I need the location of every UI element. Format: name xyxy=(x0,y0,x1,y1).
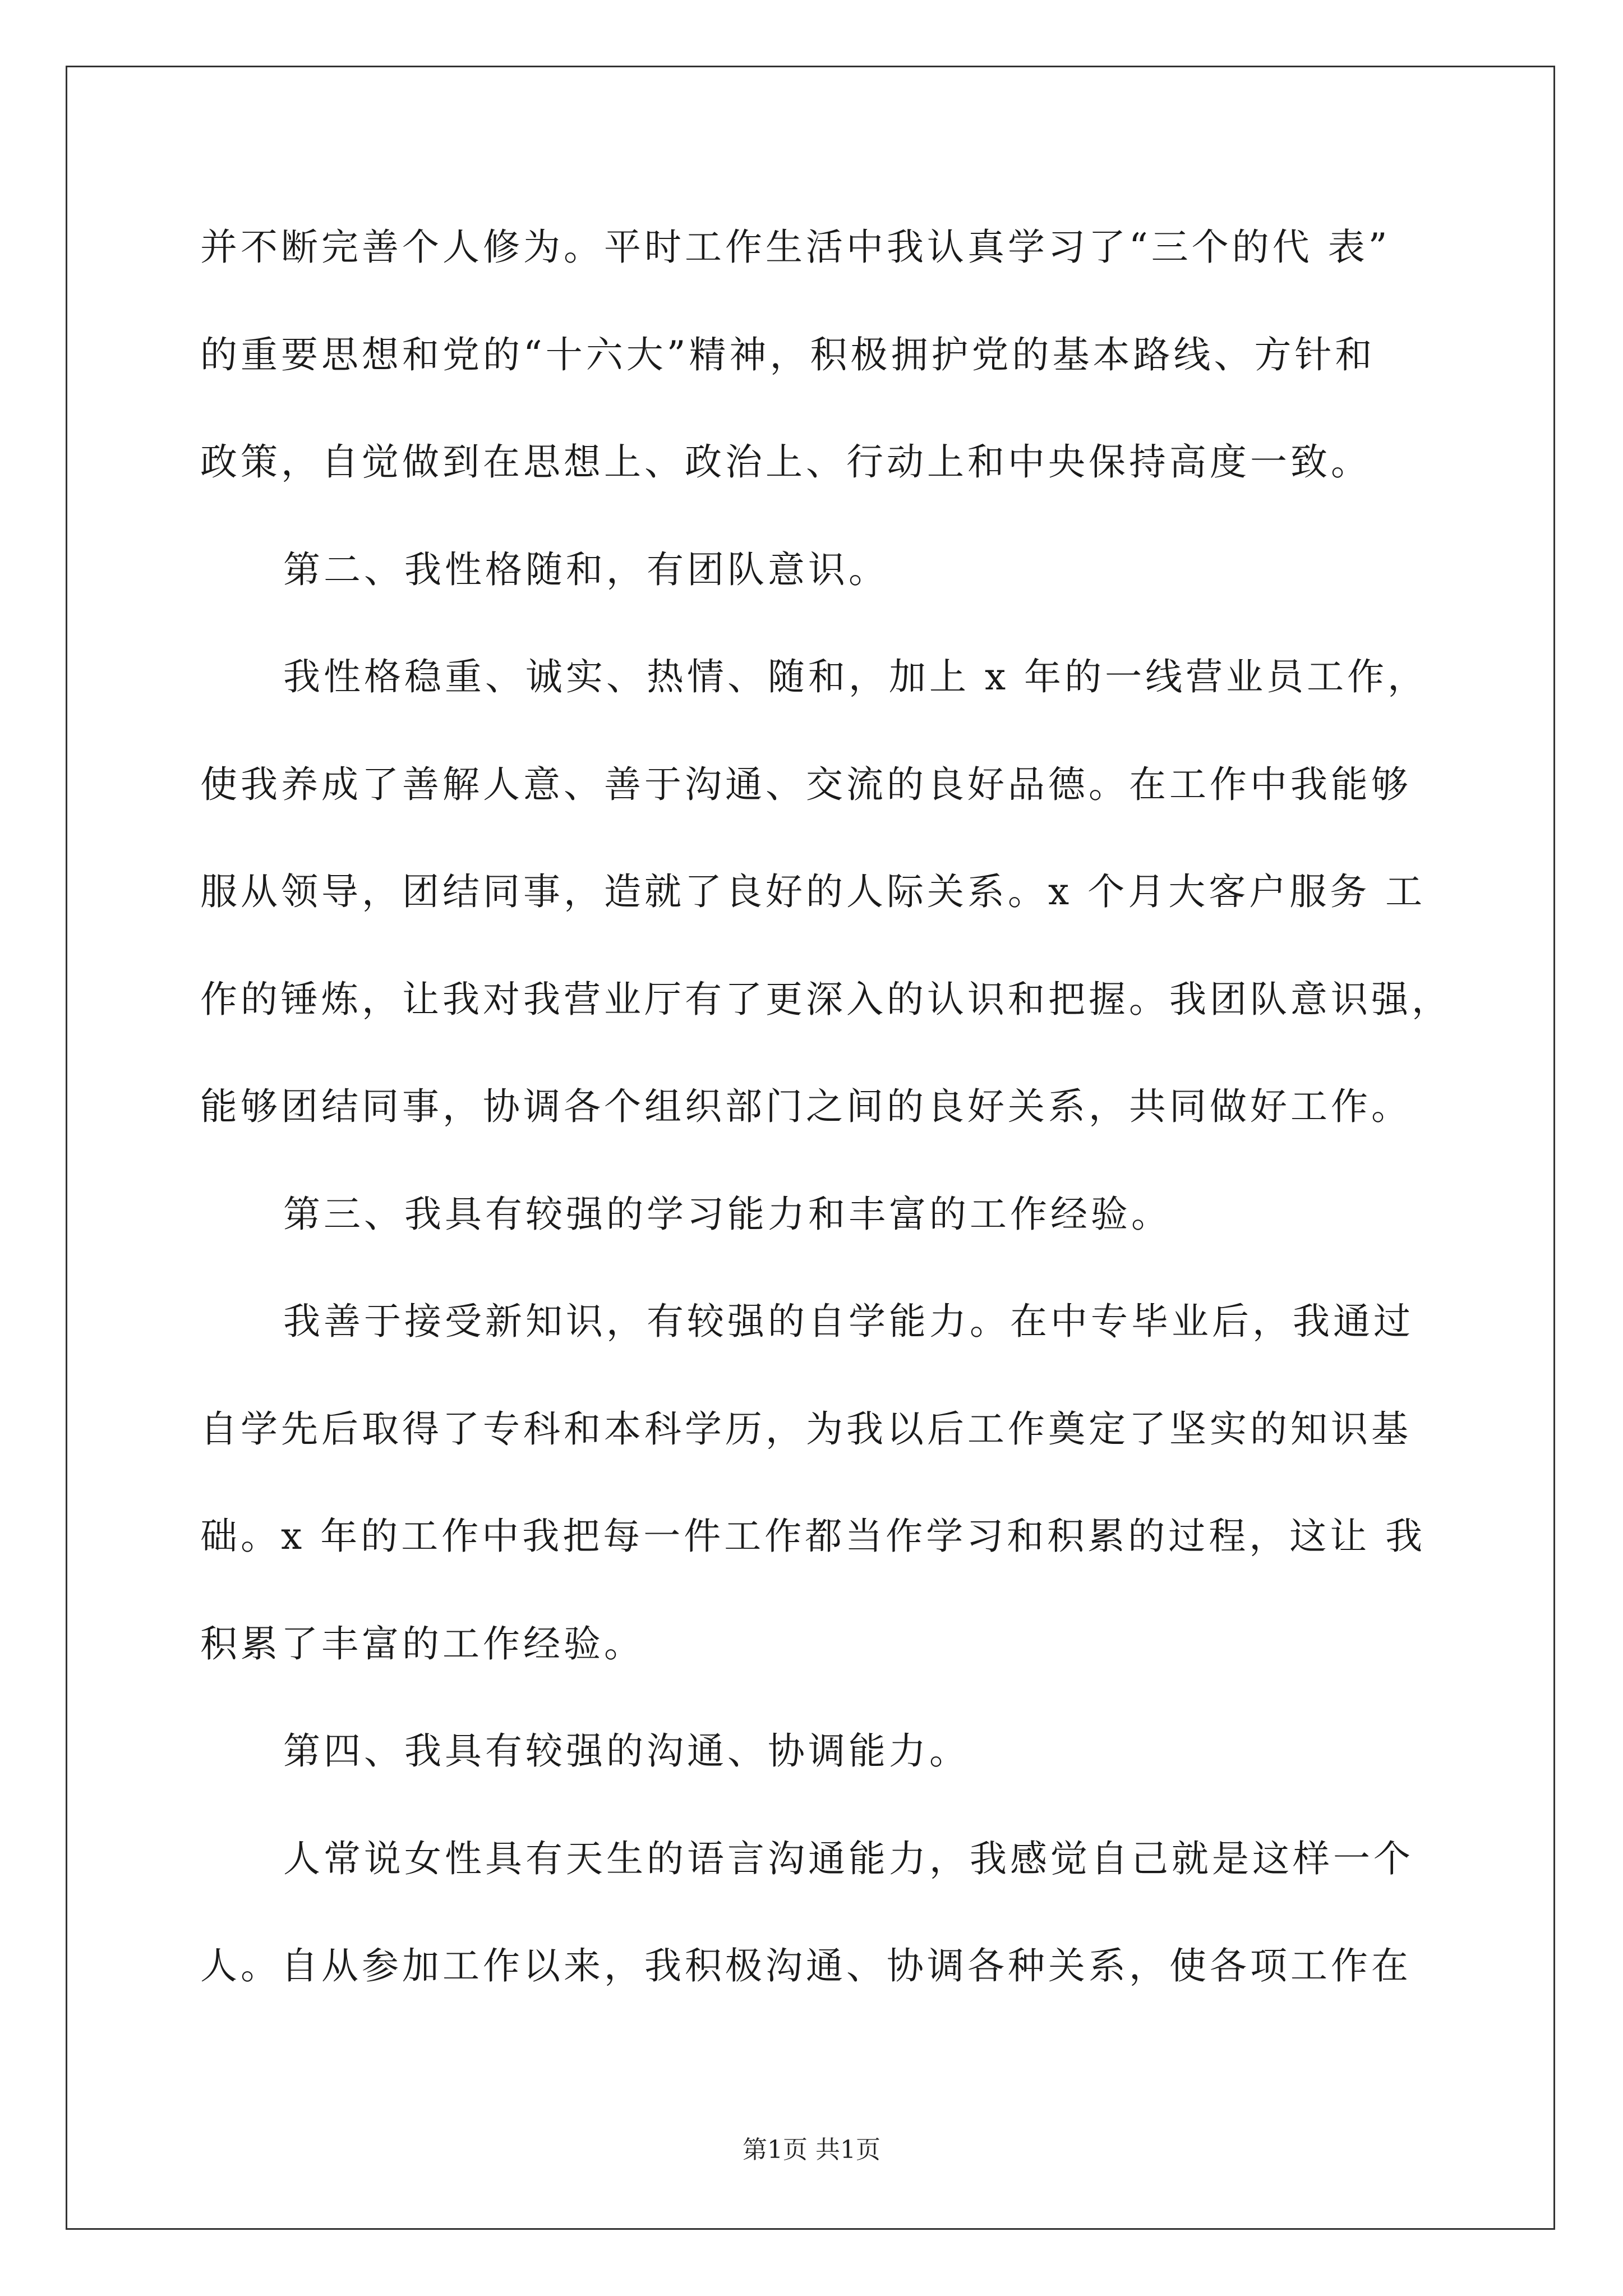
text-line-6: 使我养成了善解人意、善于沟通、交流的良好品德。在工作中我能够 xyxy=(200,762,1412,806)
text-line-14: 积累了丰富的工作经验。 xyxy=(200,1622,644,1665)
text-line-12: 自学先后取得了专科和本科学历，为我以后工作奠定了坚实的知识基 xyxy=(200,1407,1412,1451)
section-heading-2: 第二、我性格随和，有团队意识。 xyxy=(283,547,889,591)
text-line-3: 政策，自觉做到在思想上、政治上、行动上和中央保持高度一致。 xyxy=(200,440,1371,484)
text-line-17: 人。自从参加工作以来，我积极沟通、协调各种关系，使各项工作在 xyxy=(200,1944,1412,1987)
text-line-9: 能够团结同事，协调各个组织部门之间的良好关系，共同做好工作。 xyxy=(200,1085,1412,1128)
document-body xyxy=(200,194,1452,2020)
text-line-1: 并不断完善个人修为。平时工作生活中我认真学习了“三个的代 表” xyxy=(200,226,1391,269)
text-line-2: 的重要思想和党的“十六大”精神，积极拥护党的基本路线、方针和 xyxy=(200,333,1376,376)
text-line-13: 础。x 年的工作中我把每一件工作都当作学习和积累的过程，这让 我 xyxy=(200,1515,1426,1558)
text-line-11: 我善于接受新知识，有较强的自学能力。在中专毕业后，我通过 xyxy=(283,1300,1414,1343)
text-line-5: 我性格稳重、诚实、热情、随和，加上 x 年的一线营业员工作， xyxy=(283,655,1428,698)
text-line-16: 人常说女性具有天生的语言沟通能力，我感觉自己就是这样一个 xyxy=(283,1837,1414,1880)
section-heading-3: 第三、我具有较强的学习能力和丰富的工作经验。 xyxy=(283,1192,1172,1236)
page-footer: 第1页 共1页 xyxy=(743,2136,880,2164)
section-heading-4: 第四、我具有较强的沟通、协调能力。 xyxy=(283,1729,970,1773)
text-line-7: 服从领导，团结同事，造就了良好的人际关系。x 个月大客户服务 工 xyxy=(200,870,1426,913)
text-line-8: 作的锤炼，让我对我营业厅有了更深入的认识和把握。我团队意识强， xyxy=(200,977,1452,1021)
